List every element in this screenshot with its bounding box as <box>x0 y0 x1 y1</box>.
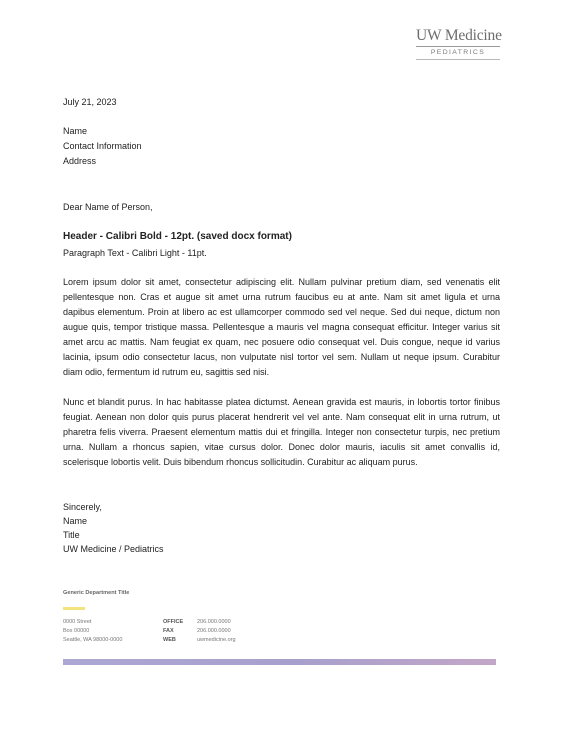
closing-sincerely: Sincerely, <box>63 502 102 512</box>
footer-label-fax: FAX <box>163 628 174 634</box>
sample-header: Header - Calibri Bold - 12pt. (saved docx format) <box>63 231 292 242</box>
footer-address <box>63 618 122 645</box>
closing-title: Title <box>63 530 80 540</box>
recipient-block <box>63 124 142 169</box>
closing-name: Name <box>63 516 88 526</box>
footer-web-link[interactable]: uwmedicine.org <box>197 637 236 643</box>
recipient-contact: Contact Information <box>63 141 142 151</box>
logo-divider <box>416 46 500 47</box>
footer-label-web: WEB <box>163 637 176 643</box>
logo-underline <box>416 59 500 60</box>
footer-department-title: Generic Department Title <box>63 590 130 596</box>
footer-contact-values <box>197 618 236 645</box>
footer-office-number: 206.000.0000 <box>197 619 231 625</box>
footer-label-office: OFFICE <box>163 619 184 625</box>
body-paragraph-2: Nunc et blandit purus. In hac habitasse platea dictumst. Aenean gravida est mauris, in lobortis tortor finibus feugiat. Aenean non dolor quis purus placerat hendrerit vel vel ante. Nam consequat elit in urna rutrum, ut pharetra felis viverra. Praesent elementum mattis dui et fringilla. Integer non consectetur turpis, nec pretium urna. Nullam a rhoncus sapien, vitae cursus dolor. Donec dolor mauris, iaculis sit amet convallis id, scelerisque lobortis velit. Duis bibendum rhoncus sollicitudin. Curabitur ac aliquam purus. <box>63 397 500 467</box>
logo-subtitle: PEDIATRICS <box>430 49 486 56</box>
closing-block <box>63 500 164 556</box>
uw-medicine-logo <box>416 28 500 60</box>
footer-address-line: 0000 Street <box>63 619 92 625</box>
footer-gradient-bar <box>63 659 496 665</box>
recipient-address: Address <box>63 156 97 166</box>
recipient-name: Name <box>63 126 88 136</box>
salutation: Dear Name of Person, <box>63 202 153 212</box>
footer-fax-number: 206.000.0000 <box>197 628 231 634</box>
letter-date: July 21, 2023 <box>63 97 117 107</box>
sample-paragraph-label: Paragraph Text - Calibri Light - 11pt. <box>63 248 207 258</box>
footer-accent-bar <box>63 607 85 610</box>
footer-address-line: Box 00000 <box>63 628 90 634</box>
footer-address-line: Seattle, WA 98000-0000 <box>63 637 123 643</box>
body-paragraph-1: Lorem ipsum dolor sit amet, consectetur adipiscing elit. Nullam pulvinar pretium diam, sed venenatis elit pellentesque non. Cras et augue sit amet urna rutrum faucibus eu at ante. Nam sit amet ligula et urna dapibus elementum. Proin at libero ac est ullamcorper commodo sed vel neque. Sed dui neque, dictum non augue quis, tempor tristique massa. Pellentesque a mauris vel magna consequat efficitur. Integer varius sit amet arcu ac mattis. Nam feugiat ex quam, nec posuere odio consequat vel. Duis congue, neque id varius lacinia, ipsum odio consectetur lacus, non vulputate nisl tortor vel sem. Nullam ut neque ipsum. Curabitur diam odio, fermentum id rutrum eu, sagittis sed nisi. <box>63 277 500 377</box>
footer-contact-labels <box>163 618 183 645</box>
logo-wordmark: UW Medicine <box>416 27 502 44</box>
closing-organization: UW Medicine / Pediatrics <box>63 544 164 554</box>
